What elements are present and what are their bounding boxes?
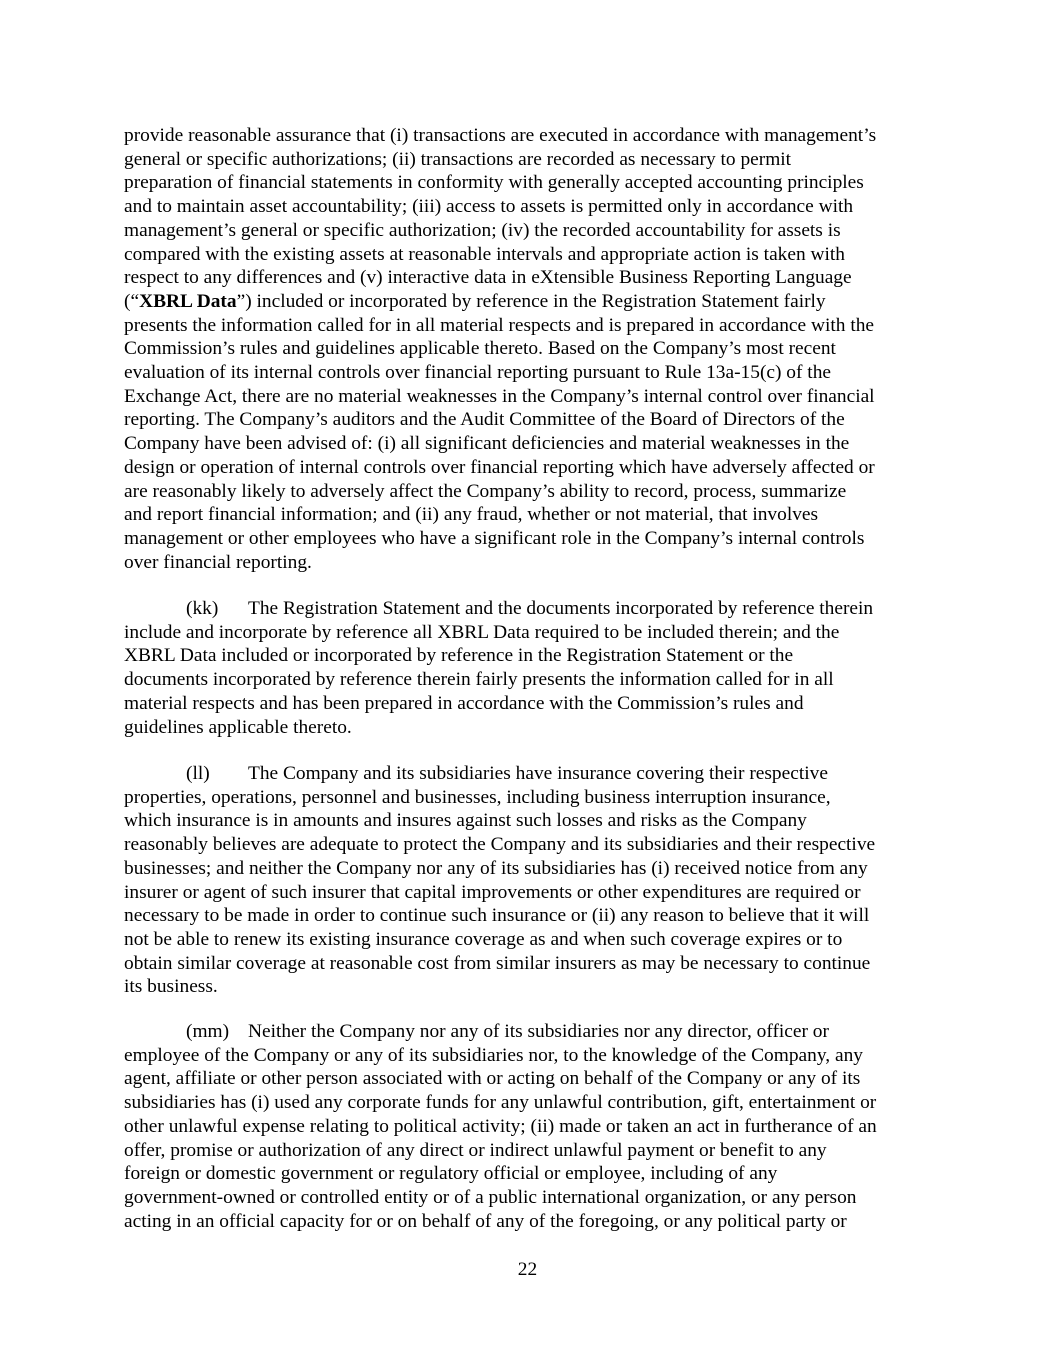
text-line: XBRL Data included or incorporated by reference in the Registration Statement or the bbox=[124, 645, 794, 667]
paragraph-mm bbox=[124, 1020, 931, 1233]
text-line: material respects and has been prepared in accordance with the Commission’s rules and bbox=[124, 692, 804, 714]
xbrl-definition-rest: ”) included or incorporated by reference in the Registration Statement fairly bbox=[236, 290, 826, 312]
paragraph-label: (mm) bbox=[186, 1021, 230, 1042]
text-line: and to maintain asset accountability; (iii) access to assets is permitted only in accordance with bbox=[124, 196, 854, 218]
text-line: offer, promise or authorization of any direct or indirect unlawful payment or benefit to any bbox=[124, 1139, 827, 1161]
paragraph-first-line bbox=[124, 1020, 931, 1044]
text-line: design or operation of internal controls over financial reporting which have adversely affected or bbox=[124, 456, 875, 478]
text-line: presents the information called for in all material respects and is prepared in accordance with the bbox=[124, 314, 875, 336]
paragraph-label: (ll) bbox=[186, 763, 210, 784]
text-line: Commission’s rules and guidelines applicable thereto. Based on the Company’s most recent bbox=[124, 338, 836, 360]
text-line-xbrl-definition bbox=[124, 290, 931, 314]
text-line: foreign or domestic government or regulatory official or employee, including of any bbox=[124, 1163, 778, 1185]
text-line: insurer or agent of such insurer that capital improvements or other expenditures are required or bbox=[124, 881, 861, 903]
text-line: businesses; and neither the Company nor any of its subsidiaries has (i) received notice from any bbox=[124, 857, 868, 879]
text-line: preparation of financial statements in conformity with generally accepted accounting principles bbox=[124, 172, 864, 194]
text-line: its business. bbox=[124, 976, 218, 998]
text-line: agent, affiliate or other person associated with or acting on behalf of the Company or any of its bbox=[124, 1068, 861, 1090]
paragraph-ll bbox=[124, 762, 931, 999]
text-line: are reasonably likely to adversely affect the Company’s ability to record, process, summarize bbox=[124, 480, 847, 502]
paragraph-first-line bbox=[124, 597, 931, 621]
paragraph-kk bbox=[124, 597, 931, 739]
paragraph-label: (kk) bbox=[186, 598, 219, 619]
text-line: compared with the existing assets at reasonable intervals and appropriate action is taken with bbox=[124, 243, 845, 265]
text-line: management’s general or specific authorization; (iv) the recorded accountability for assets is bbox=[124, 219, 841, 241]
xbrl-open-quote: (“ bbox=[124, 290, 140, 312]
text-line: general or specific authorizations; (ii) transactions are recorded as necessary to permit bbox=[124, 148, 792, 170]
text-line: subsidiaries has (i) used any corporate funds for any unlawful contribution, gift, entertainment or bbox=[124, 1092, 877, 1114]
text-line: documents incorporated by reference therein fairly presents the information called for in all bbox=[124, 669, 834, 691]
text-line: properties, operations, personnel and businesses, including business interruption insurance, bbox=[124, 786, 831, 808]
xbrl-defined-term: XBRL Data bbox=[139, 290, 237, 312]
text-line: obtain similar coverage at reasonable cost from similar insurers as may be necessary to continue bbox=[124, 952, 871, 974]
text-line: necessary to be made in order to continue such insurance or (ii) any reason to believe that it will bbox=[124, 905, 870, 927]
text-line: over financial reporting. bbox=[124, 551, 312, 573]
text-line: provide reasonable assurance that (i) transactions are executed in accordance with management’s bbox=[124, 125, 877, 146]
text-line: guidelines applicable thereto. bbox=[124, 716, 352, 738]
text-line: reporting. The Company’s auditors and the Audit Committee of the Board of Directors of the bbox=[124, 409, 845, 431]
text-line: management or other employees who have a significant role in the Company’s internal controls bbox=[124, 527, 865, 549]
text-line: not be able to renew its existing insurance coverage as and when such coverage expires or to bbox=[124, 928, 843, 950]
page-number: 22 bbox=[517, 1259, 538, 1280]
text-line: Neither the Company nor any of its subsidiaries nor any director, officer or bbox=[248, 1021, 829, 1042]
text-line: Exchange Act, there are no material weaknesses in the Company’s internal control over financial bbox=[124, 385, 875, 407]
text-line: and report financial information; and (ii) any fraud, whether or not material, that involves bbox=[124, 504, 819, 526]
text-line: evaluation of its internal controls over financial reporting pursuant to Rule 13a-15(c) of the bbox=[124, 362, 832, 384]
text-line: which insurance is in amounts and insures against such losses and risks as the Company bbox=[124, 810, 807, 832]
text-line: government-owned or controlled entity or of a public international organization, or any person bbox=[124, 1186, 857, 1208]
text-line: other unlawful expense relating to political activity; (ii) made or taken an act in furtherance of an bbox=[124, 1115, 877, 1137]
text-line: respect to any differences and (v) interactive data in eXtensible Business Reporting Language bbox=[124, 267, 852, 289]
paragraph-first-line bbox=[124, 762, 931, 786]
text-line: include and incorporate by reference all XBRL Data required to be included therein; and the bbox=[124, 621, 840, 643]
text-line: Company have been advised of: (i) all significant deficiencies and material weaknesses in the bbox=[124, 433, 850, 455]
text-line: The Company and its subsidiaries have insurance covering their respective bbox=[248, 763, 828, 784]
text-line: The Registration Statement and the documents incorporated by reference therein bbox=[248, 598, 874, 619]
paragraph-continued bbox=[124, 124, 931, 574]
text-line: employee of the Company or any of its subsidiaries nor, to the knowledge of the Company, any bbox=[124, 1044, 863, 1066]
text-line: acting in an official capacity for or on behalf of any of the foregoing, or any political party or bbox=[124, 1210, 847, 1232]
text-line: reasonably believes are adequate to protect the Company and its subsidiaries and their respective bbox=[124, 834, 876, 856]
